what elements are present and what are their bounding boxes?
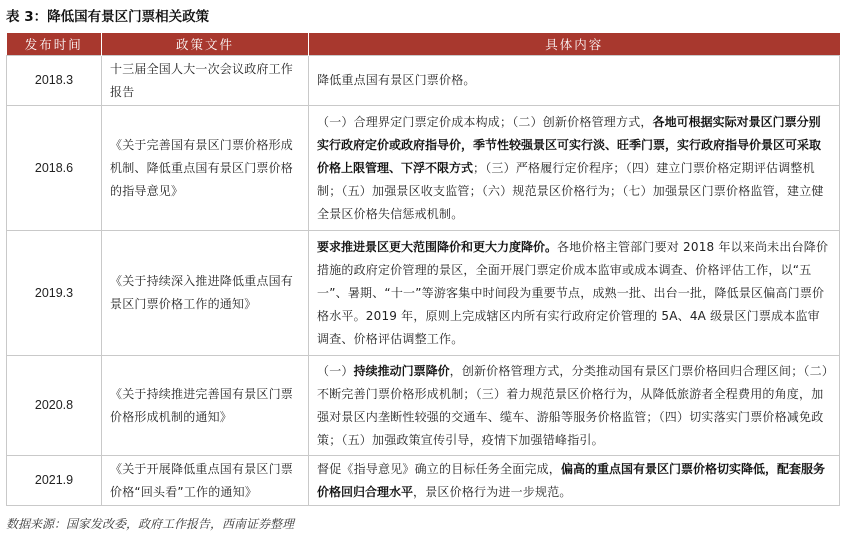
policy-table — [6, 33, 840, 506]
content-text: （一）合理界定门票定价成本构成；（二）创新价格管理方式， — [317, 114, 653, 129]
content-text: 督促《指导意见》确立的目标任务全面完成， — [317, 461, 562, 476]
row-content — [309, 356, 840, 456]
content-emphasis: 要求推进景区更大范围降价和更大力度降价。 — [317, 239, 558, 254]
table-row — [7, 106, 840, 231]
table-header-row — [7, 33, 840, 56]
table-row — [7, 231, 840, 356]
content-text: ，创新价格管理方式，分类推动国有景区门票价格回归合理区间；（二）不断完善门票价格形成机制；（三）着力规范景区价格行为，从降低旅游者全程费用的角度，加强对景区内垄断性较强的交通车、缆车、游船等服务价格监管；（四）切实落实门票价格减免政策；（五）加强政策宣传引导，疫情下加强错峰指引。 — [317, 363, 829, 447]
content-text: 各地价格主管部门要对 2018 年以来尚未出台降价措施的政府定价管理的景区，全面开展门票定价成本监审或成本调查、价格评估工作，以“五一”、暑期、“十一”等游客集中时间段为重要节点，成熟一批、出台一批，降低景区偏高门票价格水平。2019 年，原则上完成辖区内所有实行政府定价管理的 5A、4A 级景区门票成本监审调查、价格评估调整工作。 — [317, 239, 829, 346]
table-row — [7, 356, 840, 456]
header-date: 发布时间 — [7, 33, 102, 56]
row-date: 2018.6 — [7, 106, 102, 231]
row-content — [309, 456, 840, 506]
table-row — [7, 456, 840, 506]
row-policy-document — [102, 56, 309, 106]
table-title: 表 3：降低国有景区门票相关政策 — [6, 9, 210, 25]
content-emphasis: 偏高的重点国有景区门票价格切实降低，配套服务价格回归合理水平 — [317, 461, 826, 499]
content-text: （一） — [317, 363, 354, 378]
row-date: 2021.9 — [7, 456, 102, 506]
row-policy-document — [102, 231, 309, 356]
content-text: ；（三）严格履行定价程序；（四）建立门票价格定期评估调整机制；（五）加强景区收支监管；（六）规范景区价格行为；（七）加强景区门票价格监管，建立健全景区价格失信惩戒机制。 — [317, 160, 824, 221]
policy-document-text: 《关于完善国有景区门票价格形成机制、降低重点国有景区门票价格的指导意见》 — [110, 137, 294, 198]
content-text: ，景区价格行为进一步规范。 — [413, 484, 572, 499]
policy-document-text: 《关于开展降低重点国有景区门票价格“回头看”工作的通知》 — [110, 461, 294, 499]
table-row — [7, 56, 840, 106]
header-content: 具体内容 — [309, 33, 840, 56]
content-emphasis: 持续推动门票降价 — [353, 363, 450, 378]
source-note: 数据来源：国家发改委，政府工作报告，西南证券整理 — [6, 517, 295, 531]
content-emphasis: 各地可根据实际对景区门票分别实行政府定价或政府指导价，季节性较强景区可实行淡、旺季门票，实行政府指导价景区可采取价格上限管理、下浮不限方式 — [317, 114, 822, 175]
policy-document-text: 《关于持续深入推进降低重点国有景区门票价格工作的通知》 — [110, 274, 294, 311]
row-date: 2019.3 — [7, 231, 102, 356]
row-policy-document — [102, 106, 309, 231]
row-content — [309, 231, 840, 356]
header-doc: 政策文件 — [102, 33, 309, 56]
row-content — [309, 56, 840, 106]
content-text: 降低重点国有景区门票价格。 — [317, 73, 476, 87]
row-content — [309, 106, 840, 231]
policy-document-text: 十三届全国人大一次会议政府工作报告 — [110, 61, 294, 99]
row-policy-document — [102, 456, 309, 506]
row-date: 2020.8 — [7, 356, 102, 456]
row-date: 2018.3 — [7, 56, 102, 106]
row-policy-document — [102, 356, 309, 456]
policy-document-text: 《关于持续推进完善国有景区门票价格形成机制的通知》 — [110, 386, 294, 424]
